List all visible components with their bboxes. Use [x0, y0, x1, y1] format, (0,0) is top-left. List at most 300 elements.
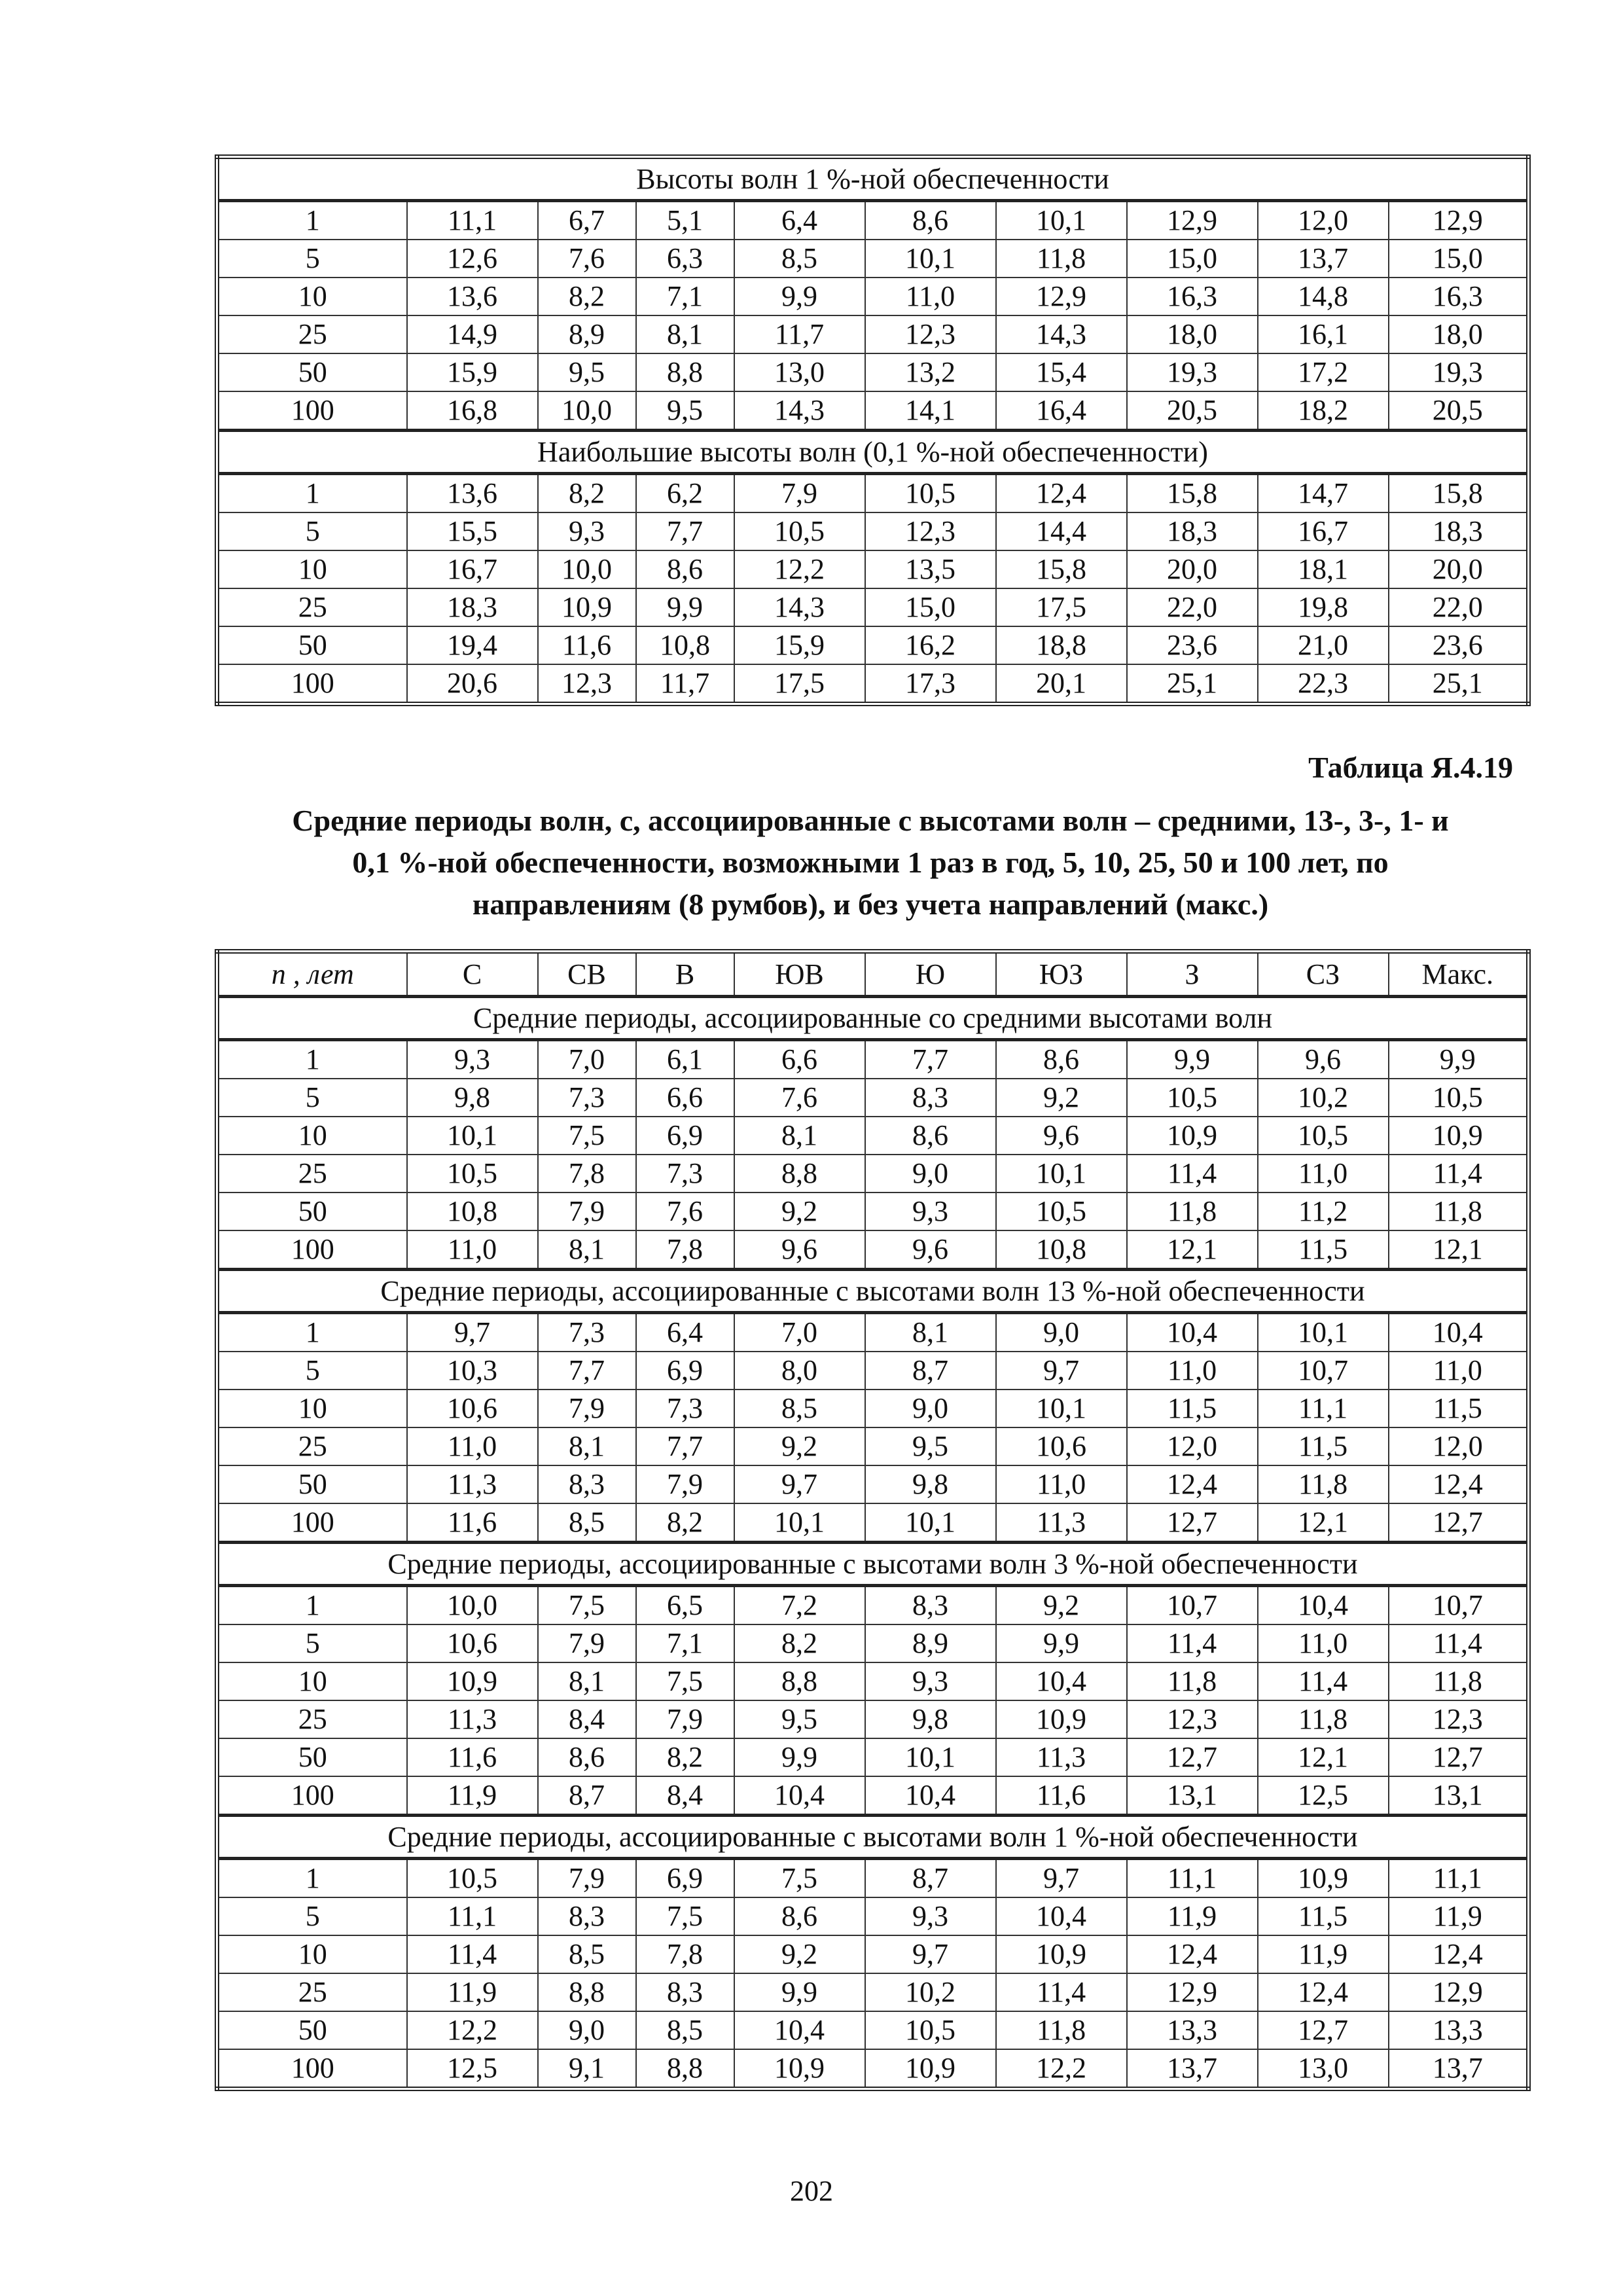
table-row: [217, 1313, 1529, 1352]
value-cell: 13,5: [865, 550, 996, 588]
value-cell: 11,1: [1127, 1859, 1258, 1898]
value-cell: 8,6: [865, 201, 996, 240]
value-cell: 10,5: [1258, 1117, 1389, 1155]
table-row: [217, 1040, 1529, 1079]
value-cell: 11,8: [1389, 1193, 1529, 1230]
return-period-cell: 100: [217, 2049, 407, 2089]
table-row: [217, 550, 1529, 588]
value-cell: 11,5: [1127, 1390, 1258, 1427]
value-cell: 16,3: [1127, 278, 1258, 315]
table-row: [217, 2011, 1529, 2049]
value-cell: 10,9: [734, 2049, 865, 2089]
value-cell: 12,5: [1258, 1776, 1389, 1816]
column-header: Ю: [865, 952, 996, 997]
table-row: [217, 315, 1529, 353]
return-period-cell: 10: [217, 550, 407, 588]
section-title: Средние периоды, ассоциированные с высотами волн 1 %-ной обеспеченности: [217, 1816, 1529, 1859]
column-header: З: [1127, 952, 1258, 997]
value-cell: 6,6: [734, 1040, 865, 1079]
value-cell: 8,8: [636, 353, 734, 391]
value-cell: 13,0: [734, 353, 865, 391]
value-cell: 7,5: [538, 1117, 636, 1155]
value-cell: 9,8: [865, 1465, 996, 1503]
value-cell: 9,9: [734, 278, 865, 315]
value-cell: 9,9: [734, 1973, 865, 2011]
value-cell: 10,4: [734, 1776, 865, 1816]
value-cell: 12,9: [1127, 201, 1258, 240]
value-cell: 11,5: [1258, 1230, 1389, 1270]
value-cell: 12,3: [1389, 1700, 1529, 1738]
value-cell: 10,9: [538, 588, 636, 626]
value-cell: 12,2: [407, 2011, 538, 2049]
value-cell: 10,4: [1258, 1586, 1389, 1625]
value-cell: 10,7: [1389, 1586, 1529, 1625]
value-cell: 7,9: [538, 1624, 636, 1662]
value-cell: 6,9: [636, 1117, 734, 1155]
value-cell: 8,1: [538, 1427, 636, 1465]
return-period-cell: 5: [217, 1624, 407, 1662]
return-period-cell: 10: [217, 278, 407, 315]
value-cell: 11,1: [1389, 1859, 1529, 1898]
table-row: [217, 588, 1529, 626]
table-row: [217, 1662, 1529, 1700]
value-cell: 12,4: [1389, 1935, 1529, 1973]
value-cell: 22,3: [1258, 664, 1389, 704]
value-cell: 11,9: [1127, 1897, 1258, 1935]
value-cell: 9,0: [865, 1155, 996, 1193]
value-cell: 6,5: [636, 1586, 734, 1625]
value-cell: 10,9: [1389, 1117, 1529, 1155]
value-cell: 12,9: [1389, 201, 1529, 240]
value-cell: 10,1: [407, 1117, 538, 1155]
value-cell: 7,6: [636, 1193, 734, 1230]
value-cell: 11,4: [407, 1935, 538, 1973]
section-title: Наибольшие высоты волн (0,1 %-ной обеспеченности): [217, 431, 1529, 474]
value-cell: 10,4: [1389, 1313, 1529, 1352]
value-cell: 11,9: [407, 1973, 538, 2011]
section-title: Средние периоды, ассоциированные с высотами волн 13 %-ной обеспеченности: [217, 1270, 1529, 1313]
value-cell: 10,9: [996, 1700, 1127, 1738]
wave-heights-table: [215, 154, 1531, 706]
value-cell: 9,2: [996, 1079, 1127, 1117]
value-cell: 14,7: [1258, 474, 1389, 513]
value-cell: 10,3: [407, 1352, 538, 1390]
value-cell: 10,9: [865, 2049, 996, 2089]
table-row: [217, 1897, 1529, 1935]
value-cell: 8,3: [538, 1465, 636, 1503]
value-cell: 7,3: [538, 1079, 636, 1117]
caption-line: направлениям (8 румбов), и без учета направлений (макс.): [472, 888, 1269, 921]
value-cell: 10,1: [996, 1155, 1127, 1193]
value-cell: 18,0: [1127, 315, 1258, 353]
value-cell: 9,5: [734, 1700, 865, 1738]
return-period-cell: 25: [217, 588, 407, 626]
value-cell: 8,5: [636, 2011, 734, 2049]
value-cell: 11,4: [1127, 1155, 1258, 1193]
return-period-cell: 50: [217, 353, 407, 391]
header-row: [217, 952, 1529, 997]
section-title: Средние периоды, ассоциированные со средними высотами волн: [217, 997, 1529, 1040]
value-cell: 9,3: [538, 512, 636, 550]
return-period-cell: 5: [217, 1079, 407, 1117]
table-row: [217, 1503, 1529, 1543]
value-cell: 9,9: [1389, 1040, 1529, 1079]
value-cell: 8,1: [538, 1662, 636, 1700]
value-cell: 9,8: [407, 1079, 538, 1117]
column-header: В: [636, 952, 734, 997]
value-cell: 9,8: [865, 1700, 996, 1738]
value-cell: 23,6: [1389, 626, 1529, 664]
value-cell: 13,0: [1258, 2049, 1389, 2089]
value-cell: 7,9: [636, 1700, 734, 1738]
column-header: СЗ: [1258, 952, 1389, 997]
value-cell: 11,8: [1127, 1662, 1258, 1700]
value-cell: 9,3: [865, 1193, 996, 1230]
value-cell: 11,4: [996, 1973, 1127, 2011]
value-cell: 20,0: [1389, 550, 1529, 588]
value-cell: 9,3: [407, 1040, 538, 1079]
value-cell: 15,8: [1389, 474, 1529, 513]
return-period-cell: 1: [217, 1859, 407, 1898]
value-cell: 13,6: [407, 278, 538, 315]
value-cell: 9,9: [1127, 1040, 1258, 1079]
column-header: СВ: [538, 952, 636, 997]
value-cell: 18,1: [1258, 550, 1389, 588]
value-cell: 7,9: [538, 1193, 636, 1230]
value-cell: 12,7: [1127, 1503, 1258, 1543]
value-cell: 10,4: [734, 2011, 865, 2049]
value-cell: 18,3: [1127, 512, 1258, 550]
return-period-cell: 10: [217, 1390, 407, 1427]
value-cell: 12,4: [1127, 1935, 1258, 1973]
value-cell: 10,7: [1258, 1352, 1389, 1390]
value-cell: 11,1: [407, 201, 538, 240]
value-cell: 12,7: [1389, 1503, 1529, 1543]
value-cell: 12,0: [1127, 1427, 1258, 1465]
value-cell: 10,9: [407, 1662, 538, 1700]
table-row: [217, 391, 1529, 431]
value-cell: 9,2: [734, 1935, 865, 1973]
value-cell: 15,5: [407, 512, 538, 550]
value-cell: 7,8: [636, 1935, 734, 1973]
value-cell: 12,6: [407, 240, 538, 278]
value-cell: 11,0: [1258, 1155, 1389, 1193]
value-cell: 11,9: [407, 1776, 538, 1816]
value-cell: 25,1: [1127, 664, 1258, 704]
value-cell: 6,9: [636, 1352, 734, 1390]
value-cell: 9,5: [865, 1427, 996, 1465]
value-cell: 7,5: [636, 1897, 734, 1935]
value-cell: 9,7: [996, 1859, 1127, 1898]
value-cell: 8,2: [734, 1624, 865, 1662]
value-cell: 18,3: [407, 588, 538, 626]
value-cell: 12,2: [734, 550, 865, 588]
value-cell: 9,2: [996, 1586, 1127, 1625]
value-cell: 9,9: [636, 588, 734, 626]
value-cell: 11,0: [1389, 1352, 1529, 1390]
value-cell: 13,3: [1127, 2011, 1258, 2049]
value-cell: 19,3: [1389, 353, 1529, 391]
return-period-cell: 50: [217, 2011, 407, 2049]
value-cell: 12,0: [1258, 201, 1389, 240]
value-cell: 7,3: [636, 1155, 734, 1193]
value-cell: 7,6: [734, 1079, 865, 1117]
value-cell: 8,1: [865, 1313, 996, 1352]
value-cell: 8,8: [538, 1973, 636, 2011]
table-row: [217, 1079, 1529, 1117]
value-cell: 7,1: [636, 1624, 734, 1662]
value-cell: 7,2: [734, 1586, 865, 1625]
value-cell: 11,8: [1127, 1193, 1258, 1230]
section-header-row: [217, 1543, 1529, 1586]
value-cell: 10,5: [1127, 1079, 1258, 1117]
table-row: [217, 1465, 1529, 1503]
value-cell: 9,5: [636, 391, 734, 431]
column-header: С: [407, 952, 538, 997]
value-cell: 12,9: [1389, 1973, 1529, 2011]
return-period-cell: 100: [217, 1776, 407, 1816]
value-cell: 6,3: [636, 240, 734, 278]
value-cell: 14,9: [407, 315, 538, 353]
value-cell: 12,1: [1389, 1230, 1529, 1270]
value-cell: 8,1: [734, 1117, 865, 1155]
value-cell: 10,9: [1127, 1117, 1258, 1155]
value-cell: 7,9: [636, 1465, 734, 1503]
value-cell: 6,6: [636, 1079, 734, 1117]
return-period-cell: 5: [217, 1897, 407, 1935]
value-cell: 14,3: [996, 315, 1127, 353]
value-cell: 10,1: [996, 201, 1127, 240]
value-cell: 11,9: [1258, 1935, 1389, 1973]
value-cell: 20,1: [996, 664, 1127, 704]
return-period-cell: 100: [217, 1230, 407, 1270]
value-cell: 10,6: [407, 1624, 538, 1662]
value-cell: 11,0: [996, 1465, 1127, 1503]
value-cell: 11,6: [538, 626, 636, 664]
value-cell: 7,3: [636, 1390, 734, 1427]
value-cell: 10,8: [407, 1193, 538, 1230]
value-cell: 15,0: [1389, 240, 1529, 278]
table-row: [217, 1776, 1529, 1816]
value-cell: 12,4: [1389, 1465, 1529, 1503]
value-cell: 8,6: [734, 1897, 865, 1935]
value-cell: 19,3: [1127, 353, 1258, 391]
value-cell: 9,1: [538, 2049, 636, 2089]
value-cell: 8,4: [636, 1776, 734, 1816]
value-cell: 20,0: [1127, 550, 1258, 588]
value-cell: 7,7: [865, 1040, 996, 1079]
value-cell: 13,7: [1127, 2049, 1258, 2089]
value-cell: 9,7: [734, 1465, 865, 1503]
value-cell: 9,6: [1258, 1040, 1389, 1079]
value-cell: 6,1: [636, 1040, 734, 1079]
value-cell: 9,2: [734, 1427, 865, 1465]
column-header: Макс.: [1389, 952, 1529, 997]
value-cell: 11,8: [1258, 1700, 1389, 1738]
value-cell: 7,0: [734, 1313, 865, 1352]
value-cell: 20,5: [1389, 391, 1529, 431]
table-row: [217, 1586, 1529, 1625]
value-cell: 10,2: [1258, 1079, 1389, 1117]
value-cell: 14,3: [734, 588, 865, 626]
value-cell: 11,0: [407, 1230, 538, 1270]
value-cell: 10,4: [1127, 1313, 1258, 1352]
return-period-cell: 10: [217, 1662, 407, 1700]
value-cell: 11,8: [1258, 1465, 1389, 1503]
value-cell: 16,4: [996, 391, 1127, 431]
return-period-cell: 25: [217, 1155, 407, 1193]
value-cell: 8,5: [734, 1390, 865, 1427]
value-cell: 8,6: [636, 550, 734, 588]
table-row: [217, 1935, 1529, 1973]
column-header: ЮЗ: [996, 952, 1127, 997]
value-cell: 7,7: [636, 512, 734, 550]
value-cell: 11,1: [407, 1897, 538, 1935]
value-cell: 11,5: [1258, 1427, 1389, 1465]
value-cell: 8,3: [865, 1079, 996, 1117]
value-cell: 10,5: [996, 1193, 1127, 1230]
value-cell: 12,3: [1127, 1700, 1258, 1738]
value-cell: 9,7: [407, 1313, 538, 1352]
return-period-cell: 25: [217, 1700, 407, 1738]
value-cell: 7,1: [636, 278, 734, 315]
value-cell: 10,6: [996, 1427, 1127, 1465]
value-cell: 16,2: [865, 626, 996, 664]
value-cell: 14,4: [996, 512, 1127, 550]
table-caption: [215, 800, 1526, 925]
value-cell: 9,7: [996, 1352, 1127, 1390]
value-cell: 10,5: [865, 474, 996, 513]
value-cell: 8,9: [865, 1624, 996, 1662]
return-period-cell: 5: [217, 240, 407, 278]
value-cell: 6,7: [538, 201, 636, 240]
value-cell: 11,4: [1127, 1624, 1258, 1662]
caption-line: Средние периоды волн, с, ассоциированные с высотами волн – средними, 13-, 3-, 1- и: [292, 804, 1449, 837]
value-cell: 9,6: [865, 1230, 996, 1270]
column-header: ЮВ: [734, 952, 865, 997]
value-cell: 10,8: [636, 626, 734, 664]
value-cell: 23,6: [1127, 626, 1258, 664]
value-cell: 6,9: [636, 1859, 734, 1898]
value-cell: 10,4: [865, 1776, 996, 1816]
value-cell: 15,8: [996, 550, 1127, 588]
return-period-cell: 1: [217, 1313, 407, 1352]
value-cell: 17,5: [996, 588, 1127, 626]
value-cell: 8,2: [538, 474, 636, 513]
return-period-cell: 50: [217, 1738, 407, 1776]
table-row: [217, 474, 1529, 513]
value-cell: 8,9: [538, 315, 636, 353]
value-cell: 10,6: [407, 1390, 538, 1427]
value-cell: 11,3: [407, 1700, 538, 1738]
page-number: 202: [790, 2175, 833, 2207]
value-cell: 8,4: [538, 1700, 636, 1738]
value-cell: 17,2: [1258, 353, 1389, 391]
value-cell: 13,6: [407, 474, 538, 513]
value-cell: 14,8: [1258, 278, 1389, 315]
value-cell: 16,8: [407, 391, 538, 431]
value-cell: 12,7: [1258, 2011, 1389, 2049]
value-cell: 7,0: [538, 1040, 636, 1079]
section-title: Средние периоды, ассоциированные с высотами волн 3 %-ной обеспеченности: [217, 1543, 1529, 1586]
value-cell: 8,8: [636, 2049, 734, 2089]
value-cell: 8,5: [538, 1503, 636, 1543]
value-cell: 12,3: [865, 315, 996, 353]
value-cell: 18,3: [1389, 512, 1529, 550]
value-cell: 8,7: [865, 1859, 996, 1898]
column-header: n , лет: [217, 952, 407, 997]
value-cell: 9,6: [996, 1117, 1127, 1155]
value-cell: 18,8: [996, 626, 1127, 664]
table-row: [217, 1859, 1529, 1898]
table-row: [217, 1738, 1529, 1776]
value-cell: 11,6: [996, 1776, 1127, 1816]
value-cell: 9,9: [996, 1624, 1127, 1662]
value-cell: 8,6: [865, 1117, 996, 1155]
value-cell: 10,4: [996, 1662, 1127, 1700]
value-cell: 7,8: [636, 1230, 734, 1270]
value-cell: 11,4: [1389, 1624, 1529, 1662]
value-cell: 10,8: [996, 1230, 1127, 1270]
return-period-cell: 10: [217, 1117, 407, 1155]
value-cell: 7,9: [538, 1390, 636, 1427]
value-cell: 15,0: [1127, 240, 1258, 278]
value-cell: 12,3: [865, 512, 996, 550]
return-period-cell: 50: [217, 626, 407, 664]
value-cell: 12,4: [1127, 1465, 1258, 1503]
section-header-row: [217, 431, 1529, 474]
value-cell: 17,3: [865, 664, 996, 704]
value-cell: 19,4: [407, 626, 538, 664]
return-period-cell: 100: [217, 391, 407, 431]
value-cell: 12,1: [1127, 1230, 1258, 1270]
value-cell: 25,1: [1389, 664, 1529, 704]
return-period-cell: 1: [217, 1040, 407, 1079]
value-cell: 8,2: [538, 278, 636, 315]
value-cell: 11,6: [407, 1738, 538, 1776]
value-cell: 13,3: [1389, 2011, 1529, 2049]
value-cell: 8,2: [636, 1503, 734, 1543]
value-cell: 12,3: [538, 664, 636, 704]
value-cell: 11,5: [1389, 1390, 1529, 1427]
value-cell: 12,1: [1258, 1503, 1389, 1543]
section-header-row: [217, 157, 1529, 201]
value-cell: 8,7: [865, 1352, 996, 1390]
table-row: [217, 353, 1529, 391]
value-cell: 8,8: [734, 1155, 865, 1193]
return-period-cell: 1: [217, 474, 407, 513]
value-cell: 8,3: [538, 1897, 636, 1935]
table-row: [217, 2049, 1529, 2089]
value-cell: 12,7: [1389, 1738, 1529, 1776]
return-period-cell: 1: [217, 1586, 407, 1625]
table-row: [217, 626, 1529, 664]
value-cell: 11,6: [407, 1503, 538, 1543]
value-cell: 8,1: [538, 1230, 636, 1270]
value-cell: 7,9: [538, 1859, 636, 1898]
value-cell: 21,0: [1258, 626, 1389, 664]
value-cell: 10,7: [1127, 1586, 1258, 1625]
value-cell: 8,8: [734, 1662, 865, 1700]
value-cell: 11,4: [1389, 1155, 1529, 1193]
value-cell: 8,5: [734, 240, 865, 278]
value-cell: 7,8: [538, 1155, 636, 1193]
value-cell: 5,1: [636, 201, 734, 240]
value-cell: 9,5: [538, 353, 636, 391]
table-row: [217, 201, 1529, 240]
value-cell: 11,2: [1258, 1193, 1389, 1230]
value-cell: 13,1: [1127, 1776, 1258, 1816]
